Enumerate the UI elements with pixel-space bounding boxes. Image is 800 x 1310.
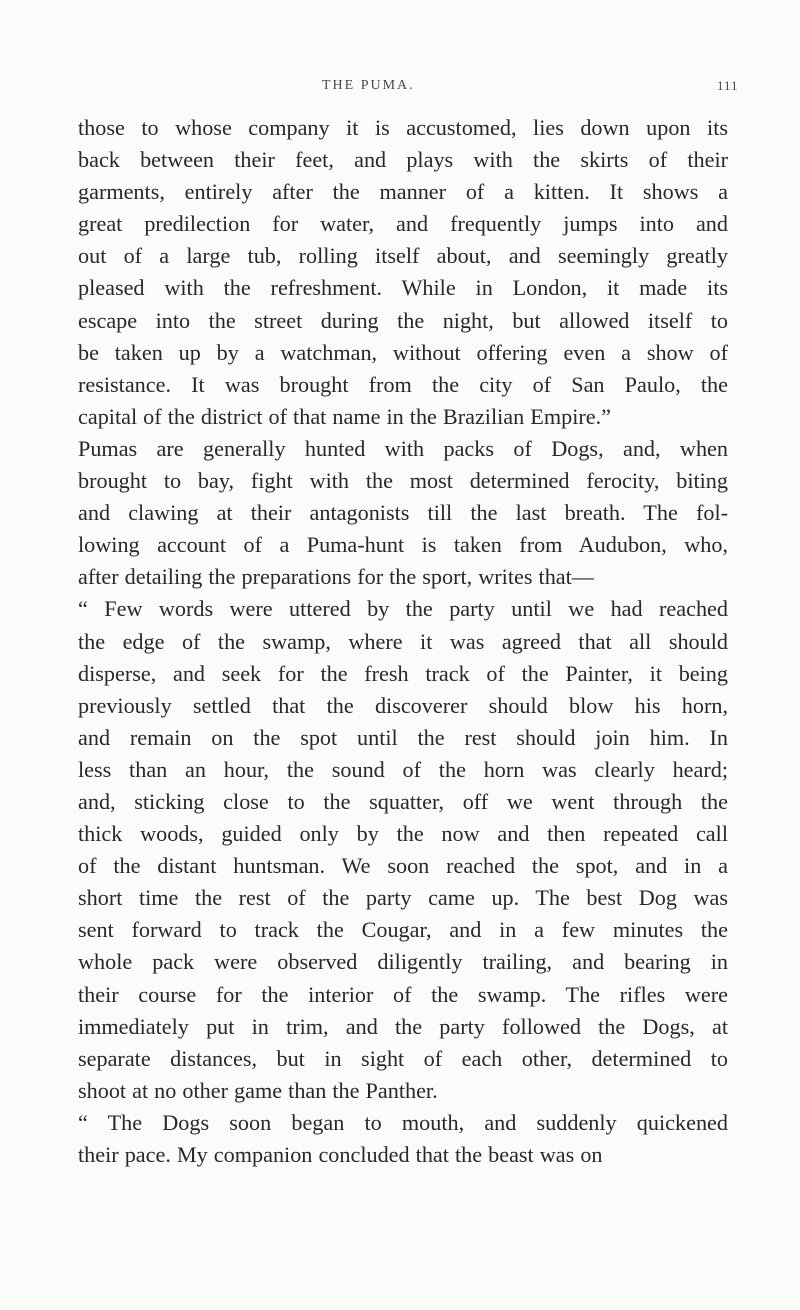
text-line: those to whose company it is accustomed, lies down upon its: [78, 115, 728, 140]
text-line: sent forward to track the Cougar, and in a few minutes the: [78, 917, 728, 943]
text-line: garments, entirely after the manner of a kitten. It shows a: [78, 179, 728, 205]
text-line: and, sticking close to the squatter, off we went through the: [78, 788, 728, 814]
text-line: out of a large tub, rolling itself about, and seemingly greatly: [78, 243, 728, 269]
text-line: capital of the district of that name in the Brazilian Empire.”: [78, 403, 611, 429]
text-line: and remain on the spot until the rest should join him. In: [78, 724, 728, 750]
text-line: disperse, and seek for the fresh track of the Painter, it being: [78, 660, 728, 686]
text-line: be taken up by a watchman, without offering even a show of: [78, 339, 728, 365]
text-line: escape into the street during the night, but allowed itself to: [78, 307, 728, 333]
text-line: their course for the interior of the swamp. The rifles were: [78, 981, 728, 1007]
text-line: pleased with the refreshment. While in London, it made its: [78, 275, 728, 301]
text-line: lowing account of a Puma-hunt is taken from Audubon, who,: [78, 532, 728, 558]
text-line: resistance. It was brought from the city of San Paulo, the: [78, 371, 728, 397]
text-line: thick woods, guided only by the now and then repeated call: [78, 821, 728, 847]
running-head: [0, 78, 800, 100]
text-line: whole pack were observed diligently trailing, and bearing in: [78, 949, 728, 975]
text-line: their pace. My companion concluded that the beast was on: [78, 1142, 603, 1167]
text-line: less than an hour, the sound of the horn was clearly heard;: [78, 756, 728, 782]
text-line: and clawing at their antagonists till the last breath. The fol-: [78, 500, 728, 526]
text-line: previously settled that the discoverer should blow his horn,: [78, 692, 728, 718]
text-line: “ Few words were uttered by the party until we had reached: [78, 596, 728, 622]
text-line: short time the rest of the party came up. The best Dog was: [78, 885, 728, 911]
body-text: [78, 112, 728, 1171]
text-line: back between their feet, and plays with the skirts of their: [78, 147, 728, 173]
text-line: “ The Dogs soon began to mouth, and suddenly quickened: [78, 1109, 728, 1135]
text-line: of the distant huntsman. We soon reached the spot, and in a: [78, 853, 728, 879]
text-line: the edge of the swamp, where it was agreed that all should: [78, 628, 728, 654]
running-title: THE PUMA.: [322, 78, 415, 93]
text-line: brought to bay, fight with the most determined ferocity, biting: [78, 468, 728, 494]
text-line: after detailing the preparations for the sport, writes that—: [78, 564, 594, 590]
text-line: great predilection for water, and frequently jumps into and: [78, 211, 728, 237]
text-line: shoot at no other game than the Panther.: [78, 1077, 438, 1103]
text-line: Pumas are generally hunted with packs of Dogs, and, when: [78, 435, 728, 461]
page-number: 111: [717, 78, 739, 93]
text-line: separate distances, but in sight of each other, determined to: [78, 1045, 728, 1071]
text-line: immediately put in trim, and the party followed the Dogs, at: [78, 1013, 728, 1039]
